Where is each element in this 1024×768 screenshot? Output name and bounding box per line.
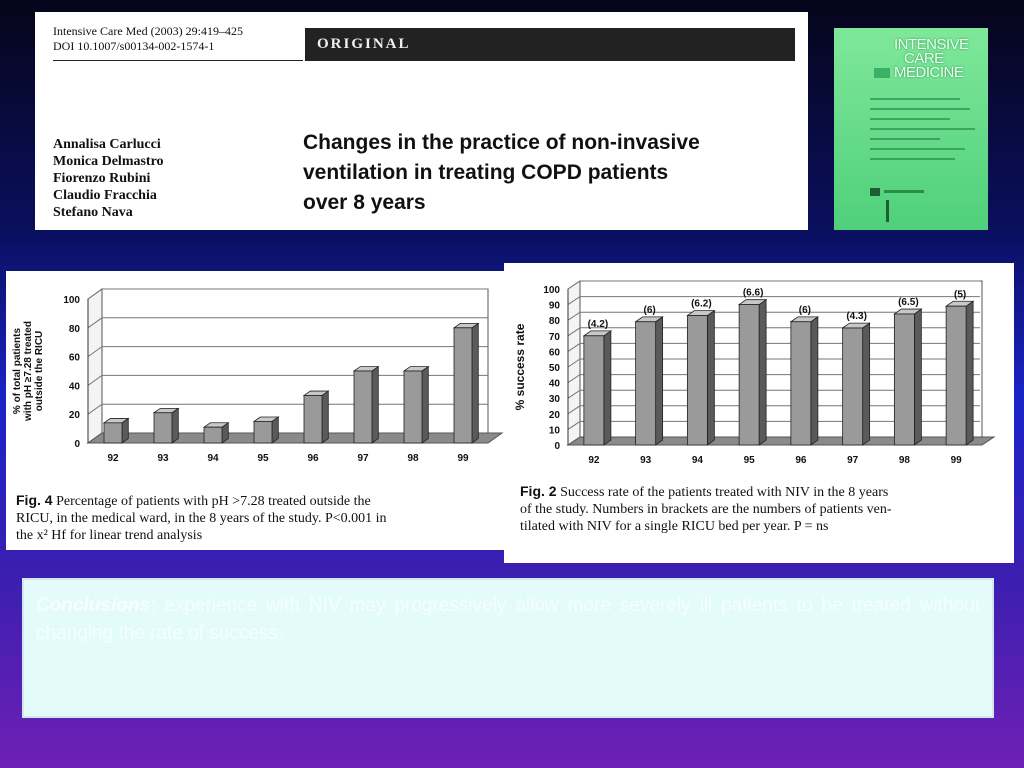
fig2-chart xyxy=(504,263,1014,475)
fig2-x-tick-label: 94 xyxy=(691,455,703,466)
fig2-data-label: (5) xyxy=(954,289,967,301)
fig2-bar-side xyxy=(707,311,714,445)
cover-title-line: MEDICINE xyxy=(894,64,964,81)
fig2-bar xyxy=(791,322,811,445)
fig2-caption-label: Fig. 2 xyxy=(520,483,557,499)
fig2-y-tick-label: 10 xyxy=(548,425,560,437)
cover-text-line xyxy=(870,158,955,160)
cover-title-line: CARE xyxy=(904,50,944,67)
fig4-caption xyxy=(16,492,494,544)
citation-doi: DOI 10.1007/s00134-002-1574-1 xyxy=(53,39,215,53)
fig4-bar-side xyxy=(172,408,178,443)
fig2-data-label: (6.2) xyxy=(691,298,712,310)
cover-logo-block xyxy=(874,68,890,78)
figure-2 xyxy=(504,263,1014,563)
fig2-bar xyxy=(946,306,966,445)
fig2-y-tick-label: 20 xyxy=(548,409,560,421)
fig2-x-tick-label: 98 xyxy=(898,455,910,466)
cover-text-line xyxy=(870,108,970,110)
fig4-caption-line: RICU, in the medical ward, in the 8 years of the study. P<0.001 in xyxy=(16,511,387,526)
fig2-x-tick-label: 99 xyxy=(950,455,962,466)
author-name: Stefano Nava xyxy=(53,205,133,220)
fig4-caption-line: Percentage of patients with pH >7.28 treated outside the xyxy=(56,494,371,509)
cover-text-line xyxy=(870,98,960,100)
fig2-data-label: (6.5) xyxy=(898,297,919,309)
title-line: over 8 years xyxy=(303,191,426,214)
fig2-bar-side xyxy=(811,317,818,445)
cover-text-line xyxy=(870,138,940,140)
title-line: ventilation in treating COPD patients xyxy=(303,161,669,184)
fig2-caption xyxy=(520,483,998,535)
fig4-y-axis-label: outside the RICU xyxy=(34,330,45,412)
fig2-y-tick-label: 80 xyxy=(548,316,560,328)
fig2-floor xyxy=(568,437,994,445)
fig2-bar-side xyxy=(966,301,973,445)
fig4-side-wall xyxy=(88,289,102,443)
fig2-caption-line: of the study. Numbers in brackets are the numbers of patients ven- xyxy=(520,502,892,517)
fig4-bar xyxy=(404,371,422,443)
fig2-x-tick-label: 95 xyxy=(743,455,755,466)
fig4-y-tick-label: 20 xyxy=(68,410,80,422)
cover-title-line: INTENSIVE xyxy=(894,36,969,53)
fig2-x-tick-label: 96 xyxy=(795,455,807,466)
conclusion-body: : experience with NIV may progressively allow more severely ill patients to be treated without changing the rate of success. xyxy=(36,595,980,644)
fig2-x-tick-label: 93 xyxy=(640,455,652,466)
fig2-bar xyxy=(894,314,914,445)
cover-text-line xyxy=(870,128,975,130)
fig4-bar xyxy=(454,328,472,443)
cover-title xyxy=(894,38,969,80)
fig2-bar-side xyxy=(863,323,870,445)
citation-divider xyxy=(53,60,303,61)
fig2-data-label: (6) xyxy=(643,304,656,316)
fig4-bar xyxy=(154,413,172,443)
author-name: Monica Delmastro xyxy=(53,154,164,169)
author-list xyxy=(53,136,164,221)
fig2-y-tick-label: 50 xyxy=(548,363,560,374)
fig4-chart xyxy=(6,271,504,483)
fig2-data-label: (6.6) xyxy=(742,287,764,299)
fig4-x-tick-label: 92 xyxy=(107,453,119,464)
fig2-bar xyxy=(687,316,707,445)
fig4-y-tick-label: 60 xyxy=(68,352,80,364)
fig2-bar-side xyxy=(656,317,663,445)
paper-title xyxy=(303,128,773,218)
author-name: Annalisa Carlucci xyxy=(53,137,161,152)
fig2-bar-side xyxy=(914,309,921,445)
fig4-caption-label: Fig. 4 xyxy=(16,492,53,508)
section-banner xyxy=(305,28,795,61)
fig2-y-tick-label: 40 xyxy=(548,378,560,390)
conclusion-label: Conclusions xyxy=(36,595,151,616)
fig4-x-tick-label: 93 xyxy=(157,453,169,464)
fig2-bar xyxy=(584,336,604,445)
cover-text-line xyxy=(870,148,965,150)
fig2-bar xyxy=(843,328,863,445)
fig4-bar xyxy=(204,427,222,443)
fig4-bar xyxy=(304,395,322,443)
fig2-bar-side xyxy=(604,331,611,445)
author-name: Fiorenzo Rubini xyxy=(53,171,151,186)
fig2-caption-line: Success rate of the patients treated with NIV in the 8 years xyxy=(560,485,889,500)
figure-4 xyxy=(6,271,504,550)
fig2-y-tick-label: 70 xyxy=(548,331,560,343)
fig4-y-axis-label: % of total patients xyxy=(12,327,23,415)
fig4-y-tick-label: 100 xyxy=(63,295,80,306)
fig2-data-label: (4.3) xyxy=(846,311,867,323)
fig4-caption-line: the x² Hf for linear trend analysis xyxy=(16,528,203,543)
fig4-y-tick-label: 0 xyxy=(74,439,80,450)
conclusion-text xyxy=(36,592,980,648)
section-label: ORIGINAL xyxy=(317,36,411,52)
fig4-x-tick-label: 94 xyxy=(207,453,219,464)
fig4-x-tick-label: 99 xyxy=(457,453,469,464)
fig4-y-axis-label: with pH ≥7.28 treated xyxy=(23,321,34,421)
fig2-data-label: (4.2) xyxy=(587,318,609,330)
cover-text-line xyxy=(870,118,950,120)
fig2-y-tick-label: 90 xyxy=(548,300,560,312)
fig2-caption-line: tilated with NIV for a single RICU bed per year. P = ns xyxy=(520,519,829,534)
barcode-strip xyxy=(886,200,889,222)
fig2-x-tick-label: 92 xyxy=(588,455,600,466)
fig4-bar xyxy=(254,421,272,443)
fig4-y-tick-label: 40 xyxy=(68,381,80,393)
fig2-y-tick-label: 60 xyxy=(548,347,560,359)
fig2-bar xyxy=(636,322,656,445)
fig4-x-tick-label: 96 xyxy=(307,453,319,464)
fig2-y-axis-label: % success rate xyxy=(513,323,527,411)
title-line: Changes in the practice of non-invasive xyxy=(303,131,700,154)
fig4-x-tick-label: 97 xyxy=(357,453,369,464)
author-name: Claudio Fracchia xyxy=(53,188,157,203)
publisher-logo-icon xyxy=(870,188,880,196)
fig4-floor xyxy=(88,433,502,443)
article-header xyxy=(35,12,808,230)
fig4-bar-side xyxy=(372,367,378,443)
fig2-x-tick-label: 97 xyxy=(847,455,859,466)
fig4-bar-side xyxy=(472,323,478,443)
fig2-bar-side xyxy=(759,300,766,445)
conclusion-box xyxy=(22,578,994,718)
journal-cover-image xyxy=(834,28,988,230)
fig2-bar xyxy=(739,305,759,445)
fig2-y-tick-label: 0 xyxy=(554,441,560,452)
fig4-x-tick-label: 98 xyxy=(407,453,419,464)
fig4-x-tick-label: 95 xyxy=(257,453,269,464)
fig2-data-label: (6) xyxy=(798,304,811,316)
citation-journal: Intensive Care Med (2003) 29:419–425 xyxy=(53,24,243,38)
fig2-y-tick-label: 30 xyxy=(548,394,560,406)
fig4-y-tick-label: 80 xyxy=(68,323,80,335)
publisher-bar xyxy=(884,190,924,193)
fig4-bar xyxy=(104,423,122,443)
fig2-y-tick-label: 100 xyxy=(543,285,560,296)
fig4-bar xyxy=(354,371,372,443)
fig4-bar-side xyxy=(322,391,328,443)
fig4-bar-side xyxy=(422,367,428,443)
